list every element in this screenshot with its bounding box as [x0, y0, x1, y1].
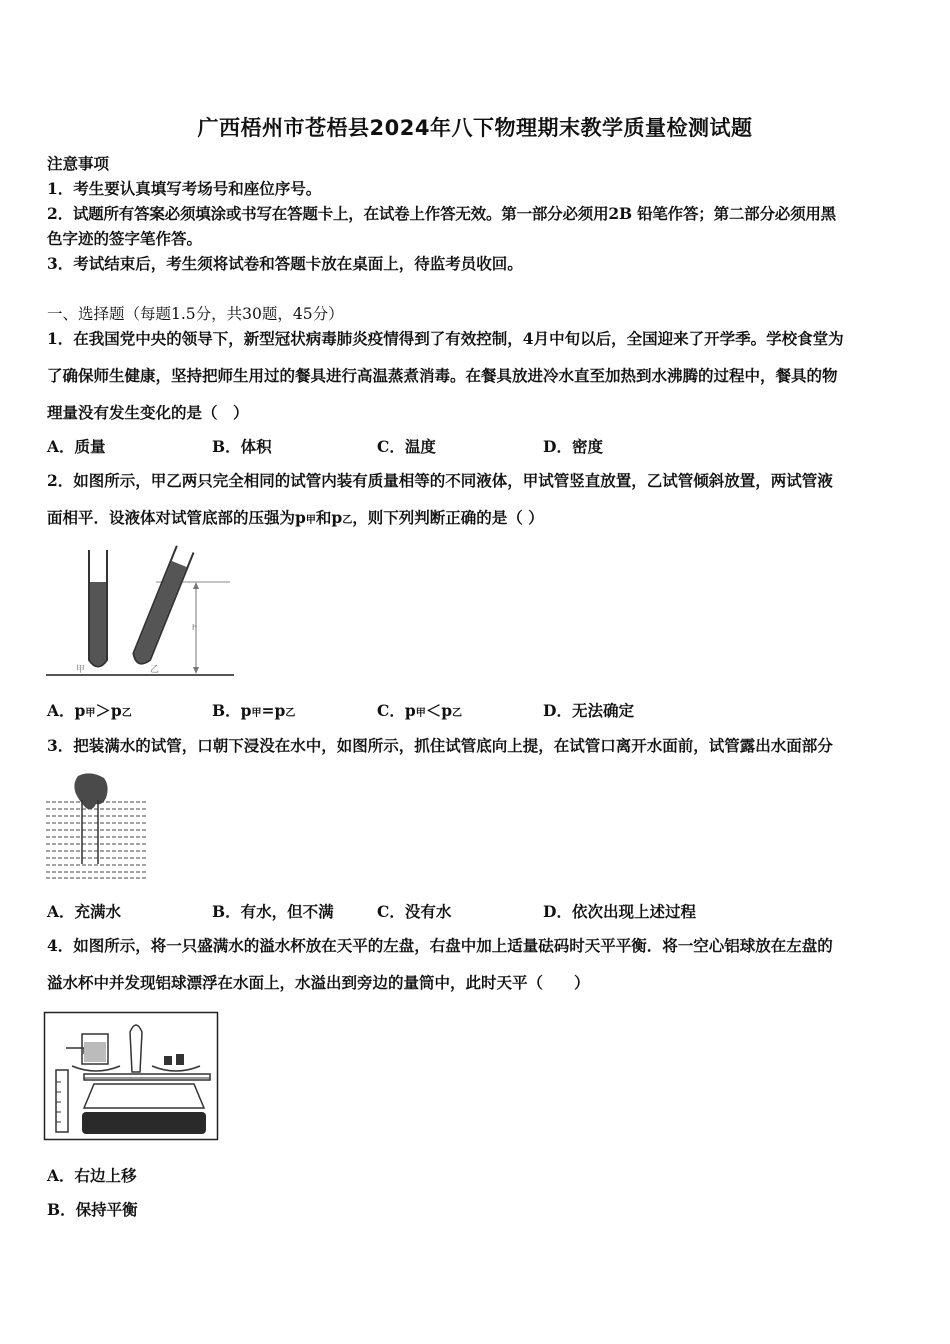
q2-option-a: A．p甲＞p乙	[47, 701, 132, 720]
h-label: h	[192, 623, 198, 632]
q4-option-b: B．保持平衡	[47, 1200, 138, 1219]
q3-option-b: B．有水，但不满	[212, 902, 334, 921]
question-4-line: 4．如图所示，将一只盛满水的溢水杯放在天平的左盘，右盘中加上适量砝码时天平平衡．将一空心铝球放在左盘的	[47, 936, 833, 955]
question-4-line: 溢水杯中并发现铝球漂浮在水面上，水溢出到旁边的量筒中，此时天平（ ）	[47, 973, 590, 992]
q2-option-d: D．无法确定	[543, 701, 634, 720]
water-tube-figure	[46, 772, 150, 882]
q3-option-d: D．依次出现上述过程	[543, 902, 696, 921]
page-title: 广西梧州市苍梧县2024年八下物理期末教学质量检测试题	[197, 116, 753, 140]
q1-option-d: D．密度	[543, 437, 603, 456]
tube-label-yi: 乙	[150, 665, 160, 675]
section-heading: 一、选择题（每题1.5分，共30题，45分）	[47, 305, 344, 323]
q2-option-b: B．p甲=p乙	[212, 701, 296, 720]
q1-option-a: A．质量	[47, 437, 106, 456]
q2-option-c: C．p甲＜p乙	[377, 701, 463, 720]
notice-heading: 注意事项	[47, 154, 110, 173]
question-1-line: 理量没有发生变化的是（ ）	[47, 403, 249, 422]
q3-option-a: A．充满水	[47, 902, 122, 921]
question-1-line: 了确保师生健康，坚持把师生用过的餐具进行高温蒸煮消毒。在餐具放进冷水直至加热到水沸腾的过程中，餐具的物	[47, 366, 838, 385]
notice-item: 1．考生要认真填写考场号和座位序号。	[47, 179, 322, 198]
question-2-line: 2．如图所示，甲乙两只完全相同的试管内装有质量相等的不同液体，甲试管竖直放置，乙试管倾斜放置，两试管液	[47, 471, 833, 490]
balance-figure	[44, 1012, 219, 1142]
q4-option-a: A．右边上移	[47, 1166, 137, 1185]
notice-item: 2．试题所有答案必须填涂或书写在答题卡上，在试卷上作答无效。第一部分必须用2B 铅笔作答；第二部分必须用黑	[47, 204, 836, 223]
q1-option-c: C．温度	[377, 437, 436, 456]
question-3-line: 3．把装满水的试管，口朝下浸没在水中，如图所示，抓住试管底向上提，在试管口离开水面前，试管露出水面部分	[47, 736, 833, 755]
q3-option-c: C．没有水	[377, 902, 452, 921]
tube-label-jia: 甲	[76, 665, 86, 675]
question-2-line: 面相平．设液体对试管底部的压强为p甲和p乙，则下列判断正确的是（ ）	[47, 508, 544, 527]
q1-option-b: B．体积	[212, 437, 272, 456]
notice-item: 3．考试结束后，考生须将试卷和答题卡放在桌面上，待监考员收回。	[47, 254, 523, 273]
notice-item: 色字迹的签字笔作答。	[47, 229, 203, 248]
test-tubes-figure	[46, 548, 236, 678]
question-1-line: 1．在我国党中央的领导下，新型冠状病毒肺炎疫情得到了有效控制，4月中旬以后，全国迎来了开学季。学校食堂为	[47, 329, 844, 348]
